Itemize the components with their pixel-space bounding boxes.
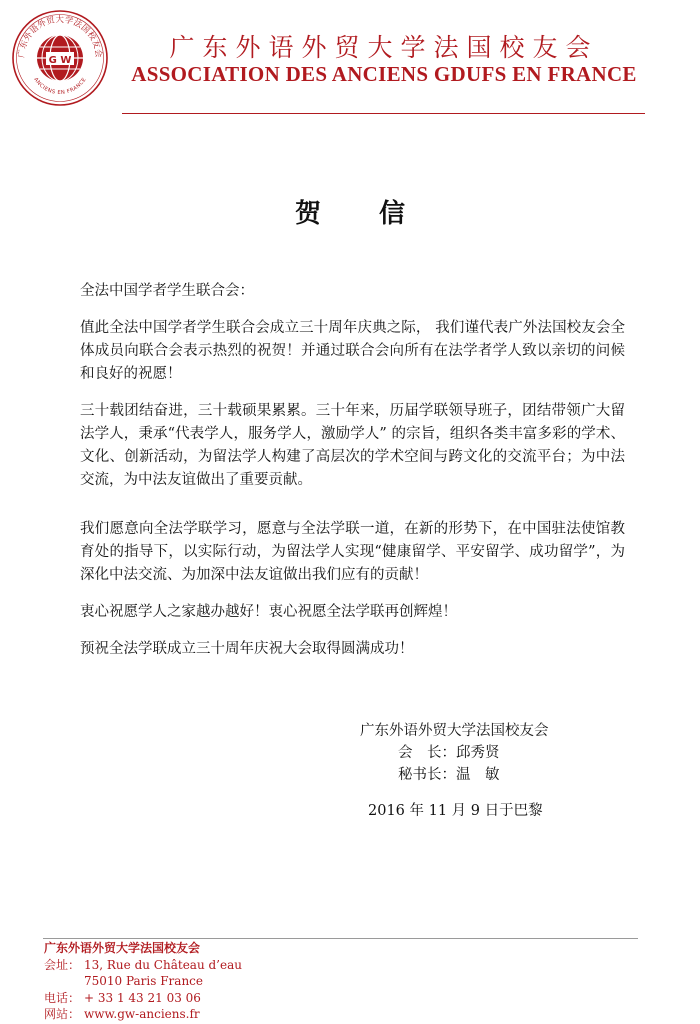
footer-divider xyxy=(43,938,638,939)
footer-contact xyxy=(44,940,242,1023)
footer-address-line-2: 75010 Paris France xyxy=(84,974,203,988)
paragraph-achievements: 三十载团结奋进，三十载硕果累累。三十年来，历届学联领导班子，团结带领广大留法学人，秉承“代表学人，服务学人，激励学人” 的宗旨，组织各类丰富多彩的学术、文化、创新活动，为留法学人构建了高层次的学术空间与跨文化的交流平台；为中法交流，为中法友谊做出了重要贡献。 xyxy=(80,403,625,488)
signature-organization: 广东外语外贸大学法国校友会 xyxy=(360,723,549,739)
logo-emblem-icon xyxy=(10,8,110,108)
footer-address-label: 会址： xyxy=(44,957,81,972)
signature-block xyxy=(360,720,660,786)
signature-secretary-general: 秘书长：温 敏 xyxy=(398,767,500,783)
footer-phone-row xyxy=(44,990,242,1007)
footer-website-label: 网站： xyxy=(44,1007,81,1021)
logo-initials: G W xyxy=(48,55,72,66)
association-name-french: ASSOCIATION DES ANCIENS GDUFS EN FRANCE xyxy=(131,62,637,86)
signature-president: 会 长：邱秀贤 xyxy=(398,745,500,761)
footer-address-row xyxy=(44,957,242,974)
paragraph-closing: 预祝全法学联成立三十周年庆祝大会取得圆满成功！ xyxy=(80,641,414,657)
association-name-chinese: 广东外语外贸大学法国校友会 xyxy=(169,33,599,62)
footer-website-link[interactable]: www.gw-anciens.fr xyxy=(84,1007,200,1021)
salutation: 全法中国学者学生联合会： xyxy=(80,283,254,299)
logo-bottom-text: ANCIENS EN FRANCE xyxy=(32,76,88,97)
title-char-1: 贺 xyxy=(294,199,321,229)
paragraph-wishes: 衷心祝愿学人之家越办越好！衷心祝愿全法学联再创辉煌！ xyxy=(80,604,457,620)
footer-phone: + 33 1 43 21 03 06 xyxy=(84,990,201,1005)
association-logo xyxy=(10,8,110,108)
paragraph-commitment: 我们愿意向全法学联学习，愿意与全法学联一道，在新的形势下，在中国驻法使馆教育处的指导下，以实际行动，为留法学人实现“健康留学、平安留学、成功留学”，为深化中法交流、为加深中法友谊做出我们应有的贡献！ xyxy=(80,521,625,583)
title-char-2: 信 xyxy=(379,199,406,229)
logo-arc-text: 广东外语外贸大学法国校友会 xyxy=(15,13,105,59)
footer-phone-label: 电话： xyxy=(44,990,81,1005)
letter-body xyxy=(80,280,625,675)
footer-organization-name: 广东外语外贸大学法国校友会 xyxy=(44,941,201,955)
footer-address-line-1: 13, Rue du Château d’eau xyxy=(84,957,242,972)
letter-date: 2016 年 11 月 9 日于巴黎 xyxy=(368,803,543,819)
paragraph-congratulation: 值此全法中国学者学生联合会成立三十周年庆典之际， 我们谨代表广外法国校友会全体成员向联合会表示热烈的祝贺！并通过联合会向所有在法学者学人致以亲切的问候和良好的祝愿！ xyxy=(80,320,625,382)
letter-title xyxy=(0,193,700,230)
letterhead-divider xyxy=(122,113,645,114)
footer-website-row xyxy=(44,1006,242,1023)
